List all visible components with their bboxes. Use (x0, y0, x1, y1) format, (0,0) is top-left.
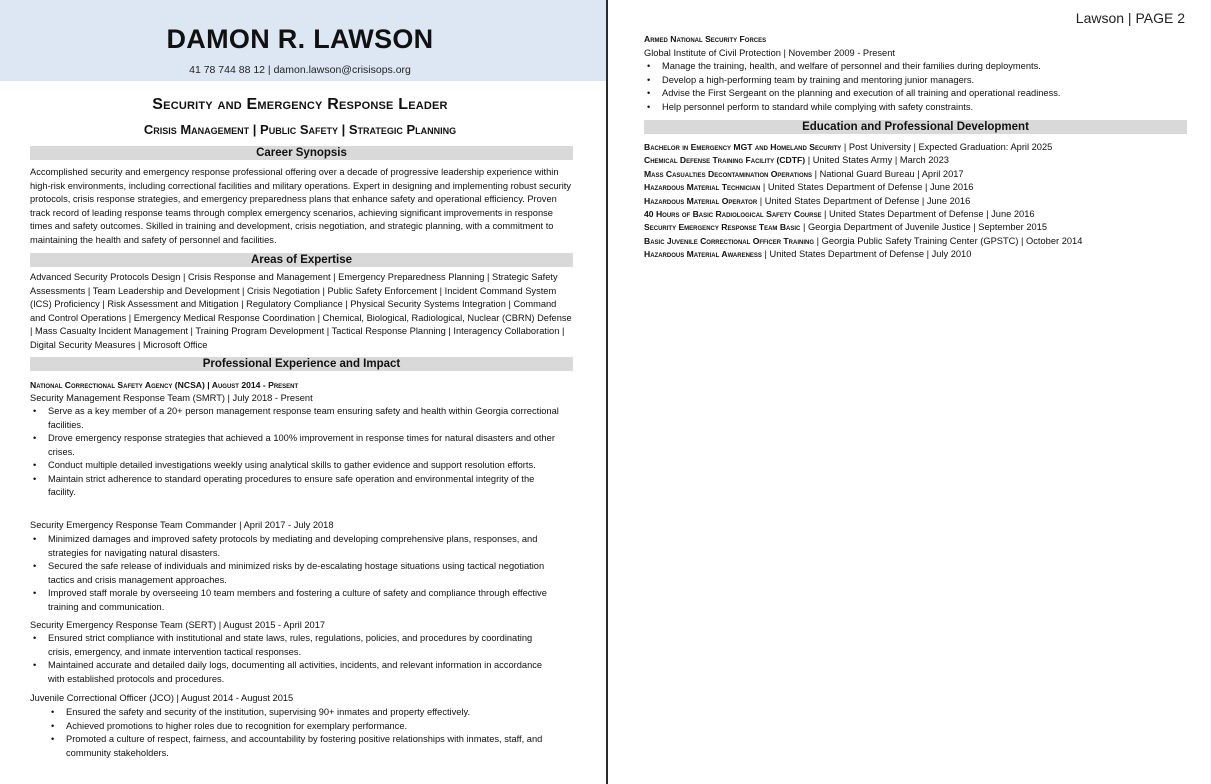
employer-heading: Armed National Security Forces (644, 34, 767, 44)
role-bullets (644, 60, 1184, 114)
education-item: Mass Casualties Decontamination Operations | National Guard Bureau | April 2017 (644, 168, 964, 179)
role-title: Global Institute of Civil Protection | November 2009 - Present (644, 48, 895, 58)
expertise-text: Advanced Security Protocols Design | Crisis Response and Management | Emergency Preparedness Planning | Strategic Safety Assessments | Team Leadership and Development | Crisis Negotiation | Public Safety Enforcement | Incident Command System (ICS) Proficiency | Risk Assessment and Mitigation | Regulatory Compliance | Physical Security Systems Integration | Command and Control Operations | Emergency Medical Response Coordination | Chemical, Biological, Radiological, Nuclear (CBRN) Defense | Mass Casualty Incident Management | Training Program Development | Tactical Response Planning | Interagency Collaboration | Digital Security Measures | Microsoft Office (30, 272, 572, 350)
bullet-item: • Ensured the safety and security of the institution, supervising 90+ inmates and property effectively. (48, 706, 578, 720)
education-item: Chemical Defense Training Facility (CDTF) | United States Army | March 2023 (644, 155, 949, 166)
role-title: Security Emergency Response Team (SERT) | August 2015 - April 2017 (30, 620, 326, 630)
bullet-item: • Ensured strict compliance with institutional and state laws, rules, regulations, policies, and procedures by coordinating crisis, emergency, and inmate intervention tactical responses. (30, 632, 550, 659)
bullet-item: • Minimized damages and improved safety protocols by mediating and developing comprehensive plans, responses, and strategies for navigating natural disasters. (30, 533, 564, 560)
bullet-item: • Conduct multiple detailed investigations weekly using analytical skills to gather evidence and support resolution efforts. (30, 459, 560, 473)
section-professional-experience: Professional Experience and Impact (30, 357, 573, 371)
education-item: Hazardous Material Operator | United States Department of Defense | June 2016 (644, 195, 971, 206)
bullet-item: • Achieved promotions to higher roles due to recognition for exemplary performance. (48, 720, 578, 734)
education-list (644, 141, 1204, 262)
role-title: Security Emergency Response Team Commander | April 2017 - July 2018 (30, 520, 334, 530)
page-header: Lawson | PAGE 2 (1075, 10, 1185, 26)
role-bullets (30, 533, 564, 614)
education-item: Hazardous Material Technician | United States Department of Defense | June 2016 (644, 182, 974, 193)
education-item: Basic Juvenile Correctional Officer Training | Georgia Public Safety Training Center (GPSTC) | October 2014 (644, 235, 1083, 246)
bullet-item: • Promoted a culture of respect, fairness, and accountability by fostering positive relationships with inmates, staff, and community stakeholders. (48, 733, 578, 760)
education-item: Bachelor in Emergency MGT and Homeland Security | Post University | Expected Graduation: April 2025 (644, 142, 1053, 152)
role-bullets (48, 706, 578, 760)
bullet-item: • Secured the safe release of individuals and minimized risks by de-escalating hostage situations using tactical negotiation tactics and crisis management approaches. (30, 560, 564, 587)
resume-page-2 (608, 0, 1211, 784)
education-item: 40 Hours of Basic Radiological Safety Course | United States Department of Defense | June 2016 (644, 209, 1035, 220)
bullet-item: • Maintained accurate and detailed daily logs, documenting all activities, incidents, and relevant information in accordance with established protocols and procedures. (30, 659, 550, 686)
contact-line: 41 78 744 88 12 | damon.lawson@crisisops.org (189, 64, 411, 76)
bullet-item: • Improved staff morale by overseeing 10 team members and fostering a culture of safety and compliance through effective training and communication. (30, 587, 564, 614)
role-title: Security Management Response Team (SMRT) | July 2018 - Present (30, 393, 313, 403)
section-education: Education and Professional Development (644, 120, 1187, 134)
employer-heading: National Correctional Safety Agency (NCSA) | August 2014 - Present (30, 380, 299, 390)
bullet-item: • Manage the training, health, and welfare of personnel and their families during deployments. (644, 60, 1184, 74)
bullet-item: • Develop a high-performing team by training and mentoring junior managers. (644, 74, 1184, 88)
section-areas-of-expertise: Areas of Expertise (30, 253, 573, 267)
role-title: Juvenile Correctional Officer (JCO) | August 2014 - August 2015 (30, 693, 294, 703)
bullet-item: • Serve as a key member of a 20+ person management response team ensuring safety and health within Georgia correctional facilities. (30, 405, 560, 432)
subheadline: Crisis Management | Public Safety | Strategic Planning (143, 122, 457, 137)
role-bullets (30, 405, 560, 500)
candidate-name: DAMON R. LAWSON (166, 24, 434, 54)
education-item: Hazardous Material Awareness | United States Department of Defense | July 2010 (644, 249, 972, 260)
synopsis-text: Accomplished security and emergency response professional offering over a decade of progressive leadership experience within high-risk environments, including correctional facilities and military operations. Expert in designing and implementing robust security protocols, crisis response strategies, and emergency preparedness plans that enhance safety and operational efficiency. Proven track record of leading response teams through complex emergency scenarios, achieving significant improvements in response times and safety outcomes. Skilled in training and development, crisis negotiation, and strategic planning, with a commitment to maintaining the health and safety of personnel and facilities. (30, 167, 572, 245)
headline: Security and Emergency Response Leader (152, 96, 448, 113)
bullet-item: • Advise the First Sergeant on the planning and execution of all training and operational readiness. (644, 87, 1184, 101)
bullet-item: • Drove emergency response strategies that achieved a 100% improvement in response times for natural disasters and other crises. (30, 432, 560, 459)
role-bullets (30, 632, 550, 686)
section-career-synopsis: Career Synopsis (30, 146, 573, 160)
bullet-item: • Maintain strict adherence to standard operating procedures to ensure safe operation and environmental integrity of the facility. (30, 473, 560, 500)
education-item: Security Emergency Response Team Basic | Georgia Department of Juvenile Justice | September 2015 (644, 222, 1048, 233)
bullet-item: • Help personnel perform to standard while complying with safety constraints. (644, 101, 1184, 115)
